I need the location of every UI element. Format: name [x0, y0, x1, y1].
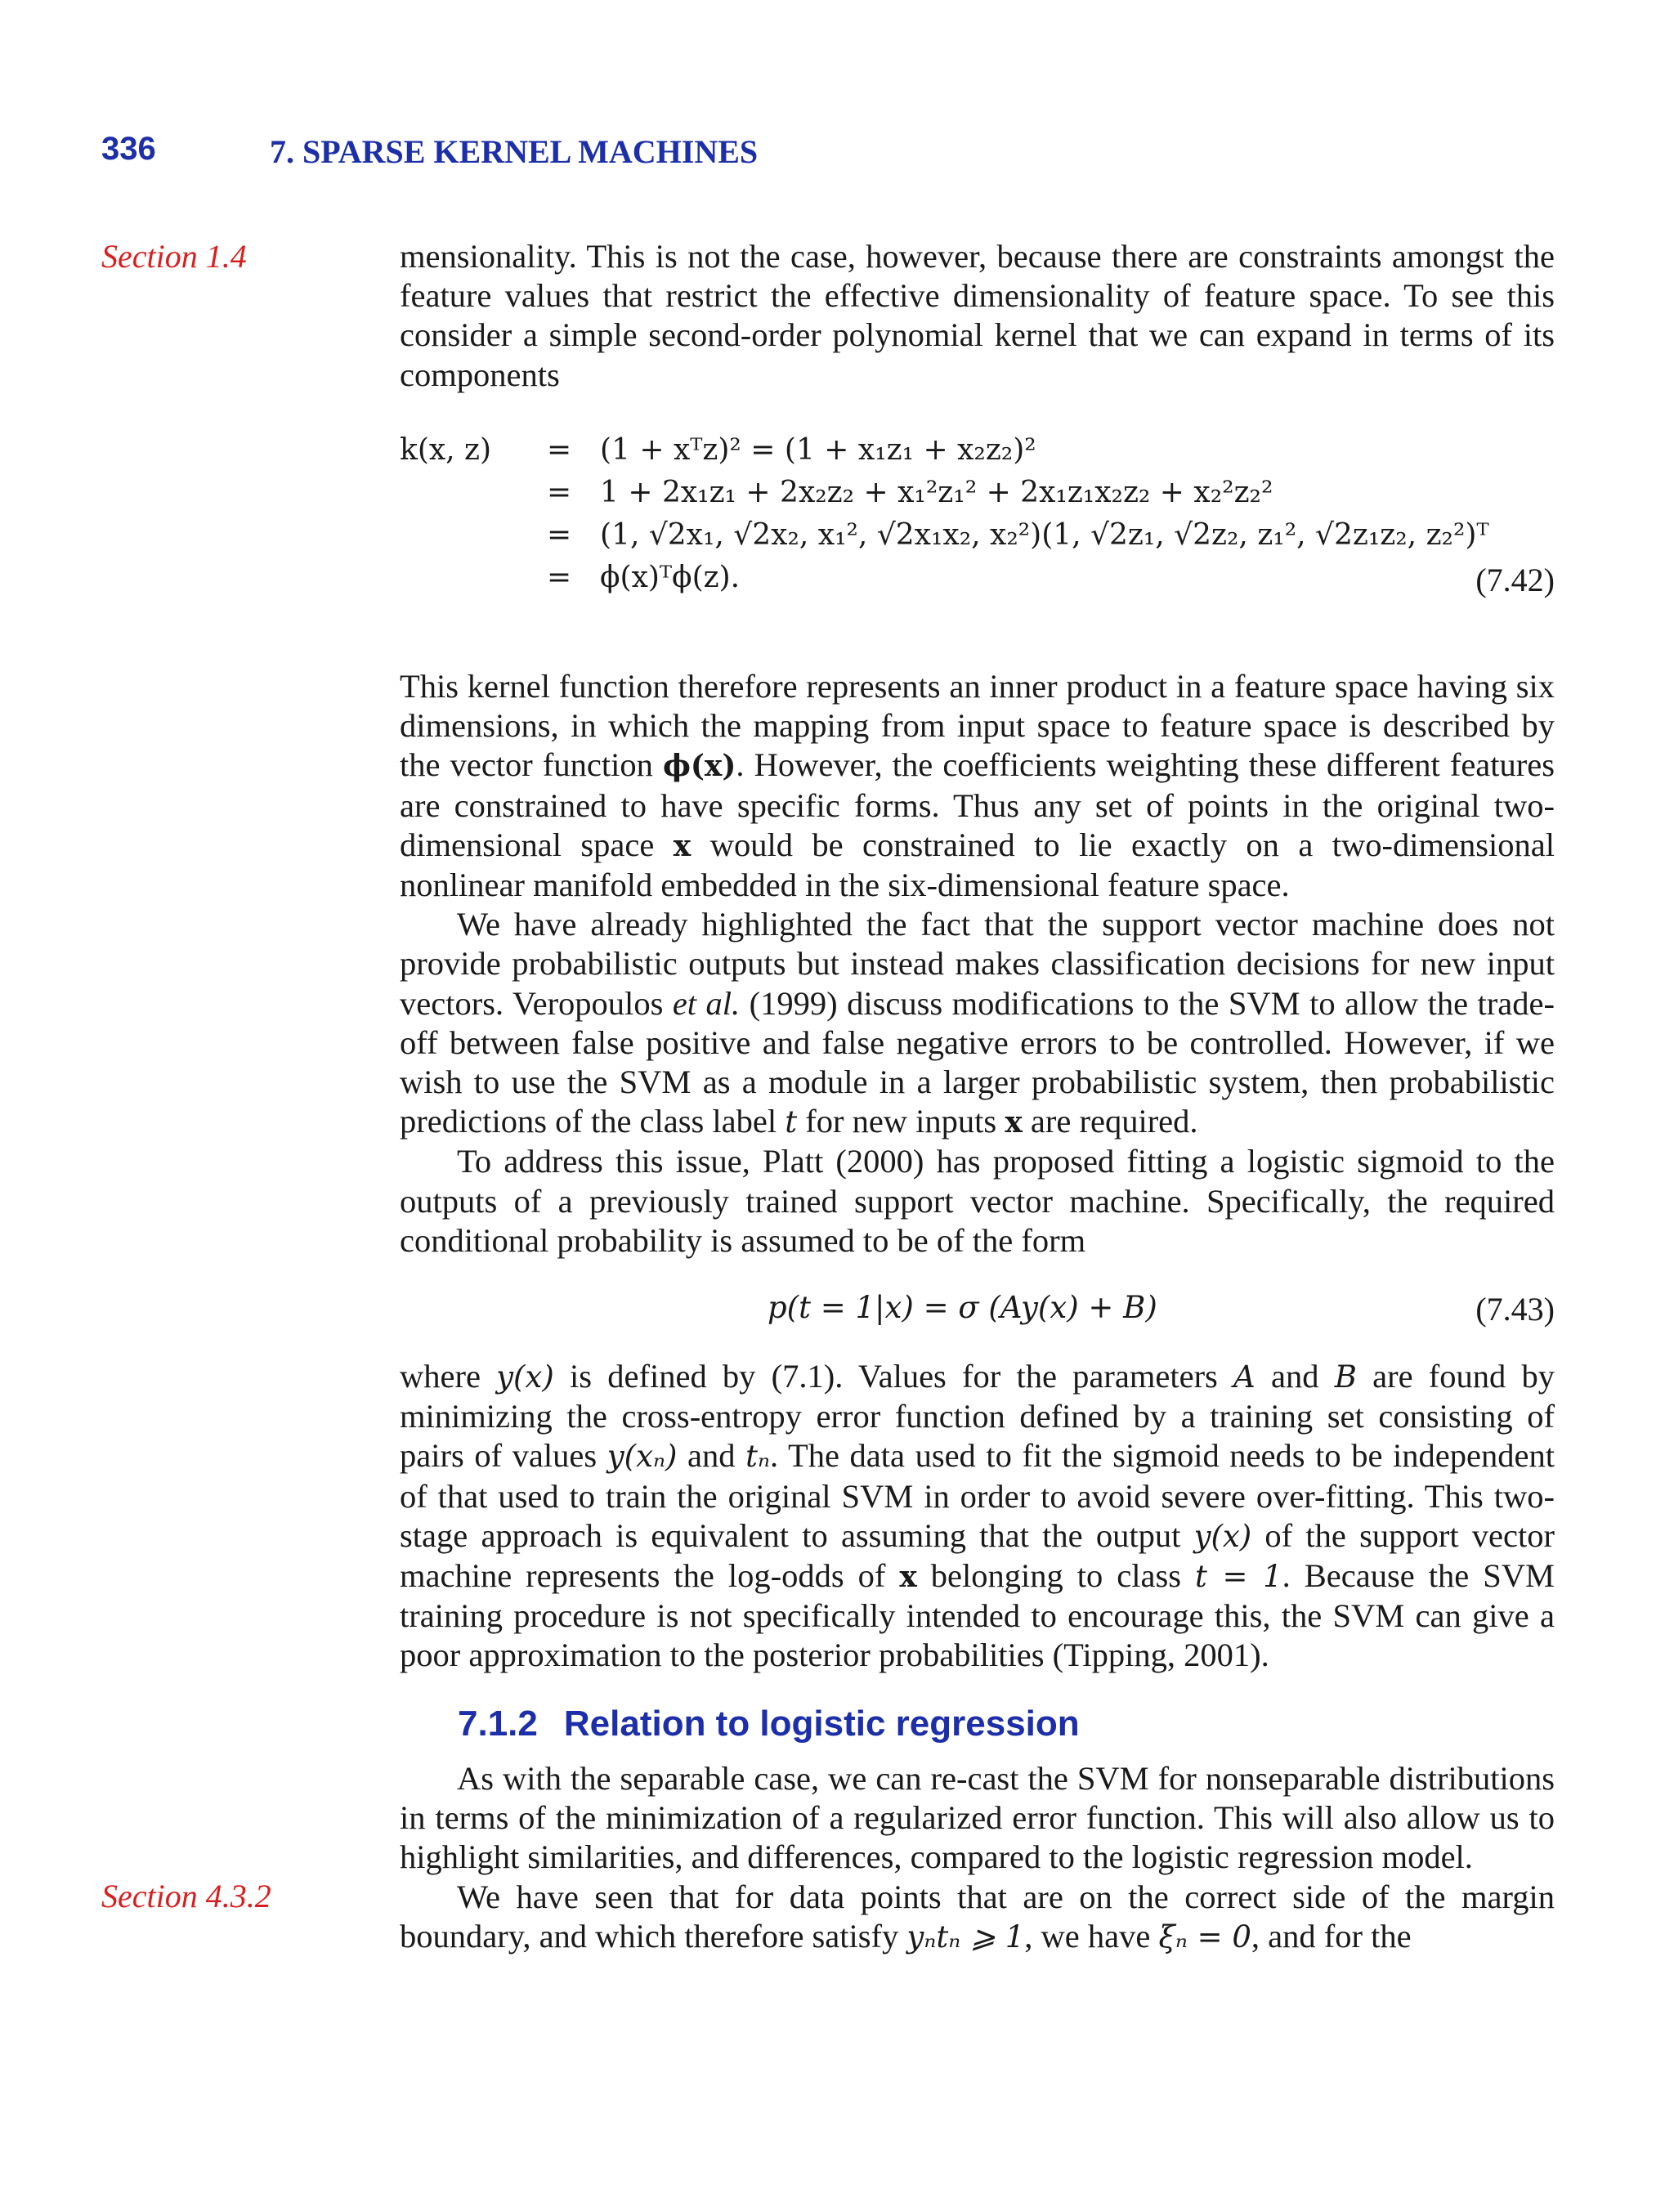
paragraph-2: This kernel function therefore represents an inner product in a feature space having six dimensions, in which the mapping from input space to feature space is described by the vector function ϕ(x). However, the coefficients weighting these different features are constrained to have specific forms. Thus any set of points in the original two-dimensional space x would be constrained to lie exactly on a two-dimensional nonlinear manifold embedded in the six-dimensional feature space. We have already highlighted the fact that the support vector machine does not provide probabilistic outputs but instead makes classification decisions for new input vectors. Veropoulos et al. (1999) discuss modifications to the SVM to allow the trade-off between false positive and false negative errors to be controlled. However, if we wish to use the SVM as a module in a larger probabilistic system, then probabilistic predictions of the class label t for new inputs x are required. To address this issue, Platt (2000) has proposed fitting a logistic sigmoid to the outputs of a previously trained support vector machine. Specifically, the required conditional probability is assumed to be of the form [400, 668, 1555, 1259]
eq-equals: = [547, 476, 572, 509]
eq-line-3: (1, √2x₁, √2x₂, x₁², √2x₁x₂, x₂²)(1, √2z₁, √2z₂, z₁², √2z₁z₂, z₂²)ᵀ [600, 518, 1489, 552]
paragraph-6: As with the separable case, we can re-cast the SVM for nonseparable distributions in terms of the minimization of a regularized error function. This will also allow us to highlight similarities, and differences, compared to the logistic regression model. We have seen that for data points that are on the correct side of the margin boundary, and which therefore satisfy yₙtₙ ⩾ 1, we have ξₙ = 0, and for the [400, 1760, 1555, 1955]
paragraph-5: where y(x) is defined by (7.1). Values for the parameters A and B are found by minimizing the cross-entropy error function defined by a training set consisting of pairs of values y(xₙ) and tₙ. The data used to fit the sigmoid needs to be independent of that used to train the original SVM in order to avoid severe over-fitting. This two-stage approach is equivalent to assuming that the output y(x) of the support vector machine represents the log-odds of x belonging to class t = 1. Because the SVM training procedure is not specifically intended to encourage this, the SVM can give a poor approximation to the posterior probabilities (Tipping, 2001). [400, 1358, 1555, 1674]
eq-equals: = [547, 518, 572, 552]
margin-note-section-1-4: Section 1.4 [101, 238, 247, 275]
section-heading-7-1-2 [458, 1704, 1080, 1744]
eq-line-4: ϕ(x)ᵀϕ(z). [600, 561, 741, 594]
eq-equals: = [547, 561, 572, 594]
eq-743-body: p(t = 1|x) = σ (Ay(x) + B) [768, 1290, 1157, 1325]
math-phi-x: ϕ(x) [663, 749, 736, 784]
equation-7-42 [400, 433, 1555, 603]
eq-line-1: (1 + xᵀz)² = (1 + x₁z₁ + x₂z₂)² [600, 433, 1036, 467]
section-title: Relation to logistic regression [563, 1704, 1080, 1744]
eq-lhs: k(x, z) [400, 433, 492, 467]
math-x: x [1005, 1105, 1023, 1140]
math-t: t [785, 1104, 798, 1140]
eq-equals: = [547, 433, 572, 467]
math-x: x [673, 828, 692, 863]
section-number: 7.1.2 [458, 1704, 538, 1744]
page-number: 336 [101, 131, 156, 167]
equation-7-43 [400, 1290, 1555, 1334]
margin-note-section-4-3-2: Section 4.3.2 [101, 1878, 271, 1914]
paragraph-1: mensionality. This is not the case, however, because there are constraints amongst the feature values that restrict the effective dimensionality of feature space. To see this consider a simple second-order polynomial kernel that we can expand in terms of its components [400, 238, 1555, 393]
chapter-title: 7. SPARSE KERNEL MACHINES [270, 133, 759, 170]
eq-line-2: 1 + 2x₁z₁ + 2x₂z₂ + x₁²z₁² + 2x₁z₁x₂z₂ + x₂²z₂² [600, 476, 1273, 509]
page-header [0, 131, 1674, 180]
equation-number: (7.43) [1475, 1291, 1555, 1328]
equation-number: (7.42) [1475, 562, 1555, 598]
